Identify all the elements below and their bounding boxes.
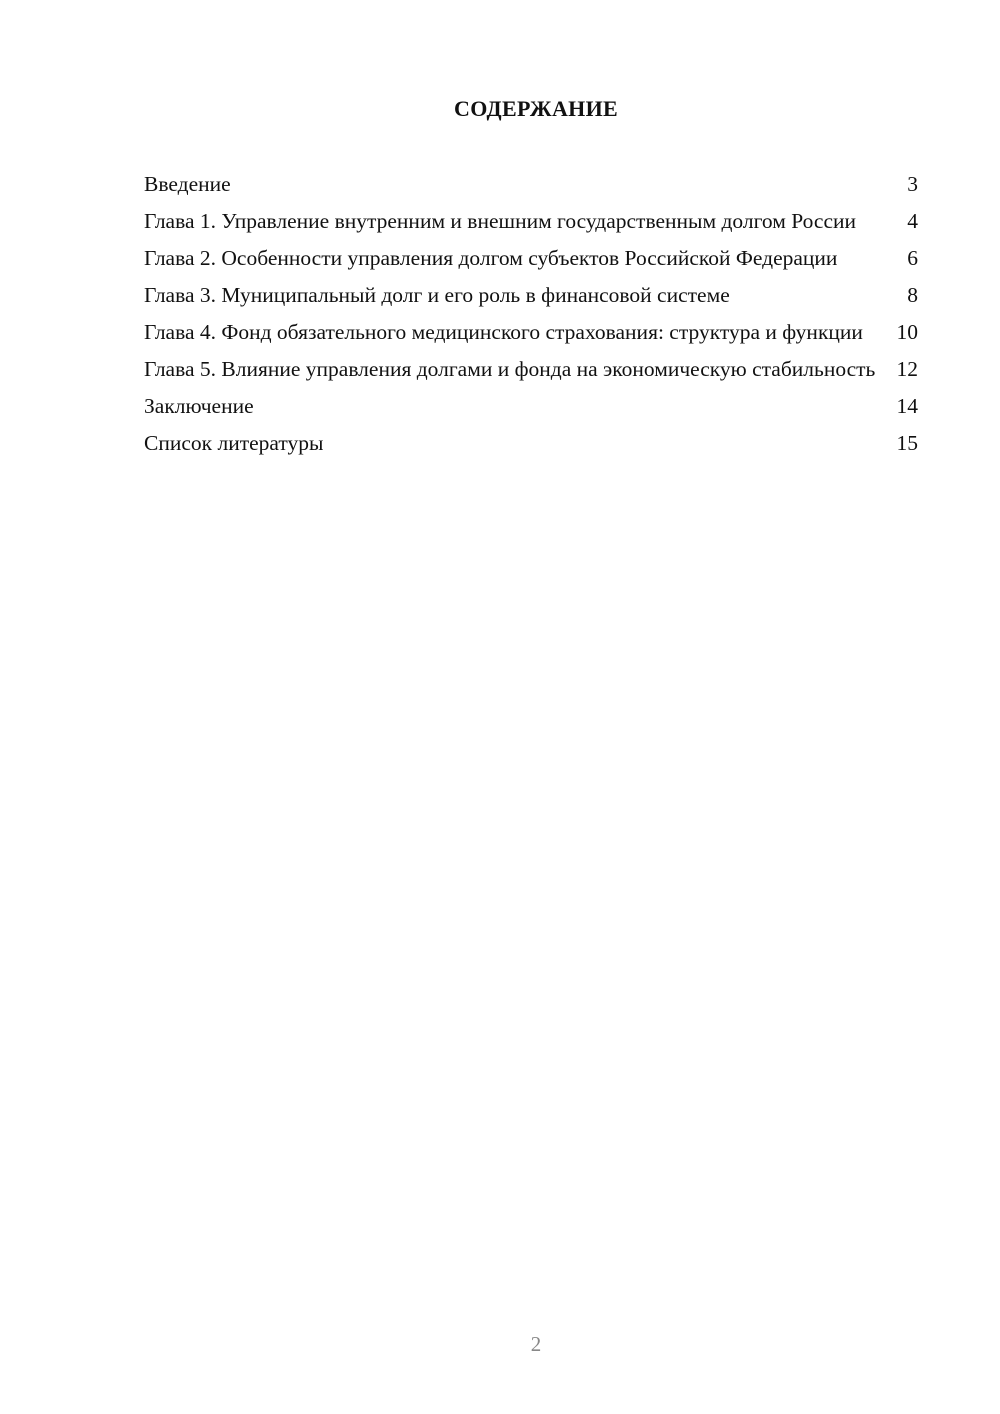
toc-entry-page: 15 — [896, 431, 918, 455]
toc-entry-conclusion[interactable] — [144, 393, 918, 419]
table-of-contents — [144, 171, 918, 467]
toc-entry-label: Список литературы — [144, 431, 324, 455]
toc-entry-label: Заключение — [144, 394, 254, 418]
toc-entry-chapter-5[interactable] — [144, 356, 918, 382]
toc-entry-page: 6 — [907, 246, 918, 270]
toc-entry-page: 12 — [896, 357, 918, 381]
toc-entry-label: Глава 1. Управление внутренним и внешним государственным долгом России — [144, 209, 856, 233]
page-number: 2 — [530, 1332, 542, 1356]
toc-entry-label: Глава 2. Особенности управления долгом субъектов Российской Федерации — [144, 246, 838, 270]
toc-entry-label: Глава 3. Муниципальный долг и его роль в финансовой системе — [144, 283, 730, 307]
toc-entry-page: 3 — [907, 172, 918, 196]
toc-entry-page: 14 — [896, 394, 918, 418]
toc-entry-label: Глава 4. Фонд обязательного медицинского страхования: структура и функции — [144, 320, 863, 344]
toc-entry-label: Глава 5. Влияние управления долгами и фонда на экономическую стабильность — [144, 357, 876, 381]
toc-entry-chapter-3[interactable] — [144, 282, 918, 308]
toc-entry-introduction[interactable] — [144, 171, 918, 197]
toc-entry-page: 4 — [907, 209, 918, 233]
toc-entry-chapter-4[interactable] — [144, 319, 918, 345]
toc-entry-page: 8 — [907, 283, 918, 307]
toc-entry-chapter-2[interactable] — [144, 245, 918, 271]
toc-entry-page: 10 — [896, 320, 918, 344]
toc-entry-chapter-1[interactable] — [144, 208, 918, 234]
toc-entry-label: Введение — [144, 172, 231, 196]
toc-entry-bibliography[interactable] — [144, 430, 918, 456]
page-title: СОДЕРЖАНИЕ — [454, 96, 618, 121]
